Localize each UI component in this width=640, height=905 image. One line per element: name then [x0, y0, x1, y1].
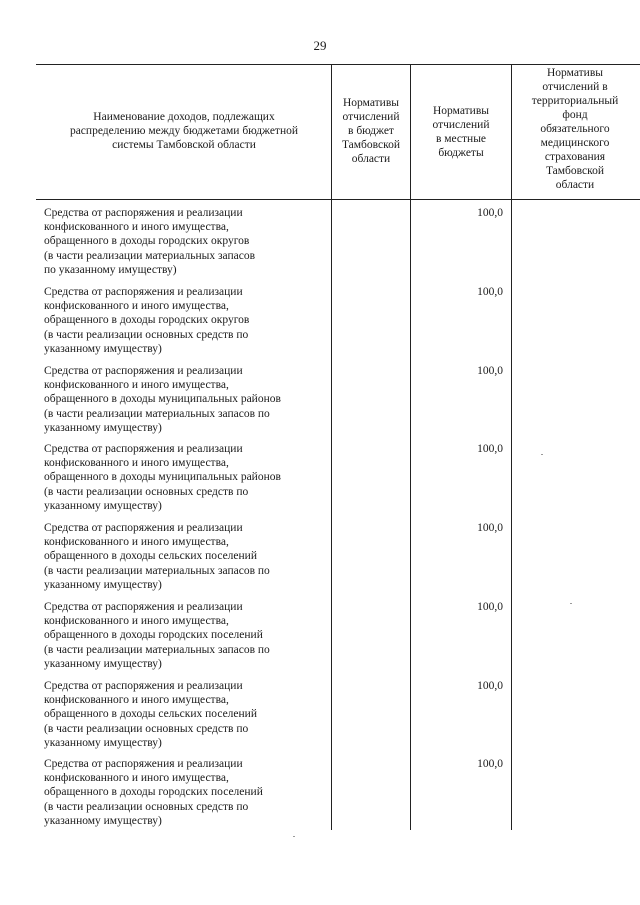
- local-budget-value: 100,0: [477, 522, 503, 534]
- header-fund-line: Тамбовской: [545, 165, 605, 177]
- income-name-line: обращенного в доходы сельских поселений: [44, 708, 257, 721]
- income-name-line: Средства от распоряжения и реализации: [44, 680, 243, 692]
- income-name-line: Средства от распоряжения и реализации: [44, 601, 243, 613]
- header-bottom-border: [36, 199, 640, 200]
- table-row: [0, 600, 640, 679]
- income-name-line: (в части реализации материальных запасов по: [44, 407, 270, 420]
- income-name-line: обращенного в доходы городских округов: [44, 235, 250, 248]
- local-budget-value: 100,0: [477, 680, 503, 692]
- income-name-line: конфискованного и иного имущества,: [44, 536, 229, 549]
- income-name-line: (в части реализации основных средств по: [44, 328, 249, 341]
- header-local-line: Нормативы: [433, 105, 489, 117]
- income-name-line: конфискованного и иного имущества,: [44, 772, 229, 785]
- table-row: [0, 285, 640, 364]
- header-income-name-line: системы Тамбовской области: [112, 139, 256, 151]
- header-fund-line: обязательного: [540, 123, 610, 135]
- income-name-cell: [44, 442, 326, 513]
- local-budget-value: 100,0: [477, 207, 503, 219]
- header-fund-line: страхования: [544, 151, 606, 163]
- income-name-line: обращенного в доходы городских поселений: [44, 786, 263, 799]
- income-name-cell: [44, 679, 326, 750]
- header-local-line: бюджеты: [438, 147, 484, 159]
- header-fund-line: фонд: [562, 109, 588, 121]
- header-regional-line: области: [351, 153, 391, 165]
- income-name-cell: [44, 757, 326, 828]
- header-fund-line: медицинского: [540, 137, 610, 149]
- income-name-line: указанному имуществу): [44, 499, 162, 512]
- income-name-line: по указанному имуществу): [44, 263, 177, 276]
- header-fund-line: территориальный: [531, 95, 619, 107]
- table-row: [0, 442, 640, 521]
- income-name-line: Средства от распоряжения и реализации: [44, 207, 243, 219]
- income-name-line: (в части реализации материальных запасов: [44, 249, 256, 262]
- income-name-line: (в части реализации материальных запасов по: [44, 564, 270, 577]
- income-name-cell: [44, 206, 326, 277]
- table-row: [0, 521, 640, 600]
- local-budget-value: 100,0: [477, 758, 503, 770]
- header-fund-line: отчислений в: [542, 81, 608, 93]
- local-budget-value: 100,0: [477, 601, 503, 613]
- income-name-line: конфискованного и иного имущества,: [44, 300, 229, 313]
- income-name-line: указанному имуществу): [44, 657, 162, 670]
- table-row: [0, 206, 640, 285]
- header-local-line: в местные: [435, 133, 487, 145]
- scan-speck: [570, 603, 572, 604]
- income-name-cell: [44, 285, 326, 356]
- header-local-budgets: [411, 104, 511, 160]
- income-name-line: (в части реализации основных средств по: [44, 800, 249, 813]
- income-name-line: Средства от распоряжения и реализации: [44, 286, 243, 298]
- income-name-line: Средства от распоряжения и реализации: [44, 365, 243, 377]
- header-regional-line: Нормативы: [343, 97, 399, 109]
- header-local-line: отчислений: [432, 119, 490, 131]
- table-row: [0, 364, 640, 443]
- scan-speck: [541, 454, 543, 455]
- income-name-cell: [44, 600, 326, 671]
- income-name-line: конфискованного и иного имущества,: [44, 221, 229, 234]
- income-name-line: обращенного в доходы сельских поселений: [44, 550, 257, 563]
- header-regional-line: Тамбовской: [341, 139, 401, 151]
- income-name-line: Средства от распоряжения и реализации: [44, 443, 243, 455]
- header-insurance-fund: [512, 66, 638, 192]
- local-budget-value: 100,0: [477, 286, 503, 298]
- income-name-line: указанному имуществу): [44, 578, 162, 591]
- header-fund-line: области: [555, 179, 595, 191]
- table-row: [0, 679, 640, 758]
- header-regional-budget: [332, 96, 410, 166]
- income-name-cell: [44, 364, 326, 435]
- local-budget-value: 100,0: [477, 365, 503, 377]
- income-name-line: (в части реализации материальных запасов по: [44, 643, 270, 656]
- page-number: 29: [313, 38, 327, 53]
- income-name-line: (в части реализации основных средств по: [44, 485, 249, 498]
- header-income-name: [40, 110, 328, 152]
- income-name-cell: [44, 521, 326, 592]
- income-name-line: обращенного в доходы городских поселений: [44, 629, 263, 642]
- income-name-line: обращенного в доходы муниципальных районов: [44, 393, 281, 406]
- income-name-line: конфискованного и иного имущества,: [44, 457, 229, 470]
- header-income-name-line: распределению между бюджетами бюджетной: [69, 125, 299, 137]
- header-regional-line: в бюджет: [348, 125, 394, 137]
- income-name-line: (в части реализации основных средств по: [44, 722, 249, 735]
- income-name-line: указанному имуществу): [44, 342, 162, 355]
- income-name-line: конфискованного и иного имущества,: [44, 694, 229, 707]
- income-name-line: конфискованного и иного имущества,: [44, 379, 229, 392]
- header-income-name-line: Наименование доходов, подлежащих: [93, 111, 275, 123]
- income-name-line: обращенного в доходы городских округов: [44, 314, 250, 327]
- header-fund-line: Нормативы: [547, 67, 603, 79]
- income-name-line: указанному имуществу): [44, 421, 162, 434]
- table-top-border: [36, 64, 640, 65]
- income-name-line: указанному имуществу): [44, 814, 162, 827]
- income-name-line: указанному имуществу): [44, 736, 162, 749]
- income-name-line: Средства от распоряжения и реализации: [44, 522, 243, 534]
- income-name-line: конфискованного и иного имущества,: [44, 615, 229, 628]
- local-budget-value: 100,0: [477, 443, 503, 455]
- scan-speck: [293, 836, 295, 837]
- income-name-line: Средства от распоряжения и реализации: [44, 758, 243, 770]
- income-name-line: обращенного в доходы муниципальных районов: [44, 471, 281, 484]
- table-row: [0, 757, 640, 836]
- header-regional-line: отчислений: [342, 111, 400, 123]
